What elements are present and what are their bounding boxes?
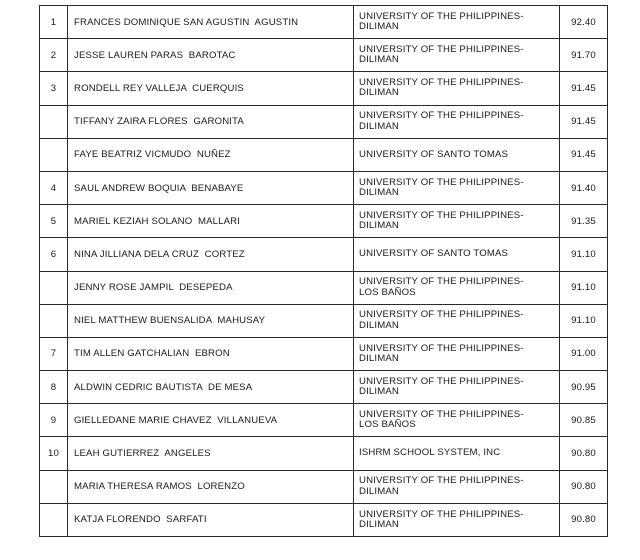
rank-cell: 3 — [40, 72, 68, 105]
rank-cell — [40, 138, 68, 171]
table-row — [40, 39, 608, 72]
rank-cell: 2 — [40, 39, 68, 72]
score-cell: 91.40 — [560, 171, 608, 204]
score-cell: 92.40 — [560, 6, 608, 39]
score-cell: 91.45 — [560, 105, 608, 138]
school-cell: UNIVERSITY OF SANTO TOMAS — [354, 138, 560, 171]
rank-cell: 8 — [40, 371, 68, 404]
school-cell: UNIVERSITY OF THE PHILIPPINES- DILIMAN — [354, 6, 560, 39]
rank-cell — [40, 470, 68, 503]
name-cell: MARIEL KEZIAH SOLANO MALLARI — [68, 205, 354, 238]
table-row — [40, 371, 608, 404]
school-cell: UNIVERSITY OF SANTO TOMAS — [354, 238, 560, 271]
name-cell: SAUL ANDREW BOQUIA BENABAYE — [68, 171, 354, 204]
rank-cell: 5 — [40, 205, 68, 238]
rank-cell: 9 — [40, 404, 68, 437]
table-row — [40, 337, 608, 370]
table-row — [40, 238, 608, 271]
score-cell: 90.85 — [560, 404, 608, 437]
score-cell: 90.80 — [560, 470, 608, 503]
table-row — [40, 271, 608, 304]
table-row — [40, 6, 608, 39]
score-cell: 91.10 — [560, 271, 608, 304]
name-cell: KATJA FLORENDO SARFATI — [68, 503, 354, 536]
table-row — [40, 171, 608, 204]
name-cell: JENNY ROSE JAMPIL DESEPEDA — [68, 271, 354, 304]
rank-cell — [40, 271, 68, 304]
results-table-body — [40, 6, 608, 537]
school-cell: UNIVERSITY OF THE PHILIPPINES- DILIMAN — [354, 470, 560, 503]
school-cell: UNIVERSITY OF THE PHILIPPINES- LOS BAÑOS — [354, 404, 560, 437]
name-cell: NIEL MATTHEW BUENSALIDA MAHUSAY — [68, 304, 354, 337]
score-cell: 91.45 — [560, 72, 608, 105]
score-cell: 90.95 — [560, 371, 608, 404]
name-cell: MARIA THERESA RAMOS LORENZO — [68, 470, 354, 503]
name-cell: ALDWIN CEDRIC BAUTISTA DE MESA — [68, 371, 354, 404]
rank-cell — [40, 304, 68, 337]
score-cell: 91.70 — [560, 39, 608, 72]
score-cell: 91.00 — [560, 337, 608, 370]
table-row — [40, 404, 608, 437]
school-cell: UNIVERSITY OF THE PHILIPPINES- DILIMAN — [354, 503, 560, 536]
rank-cell — [40, 105, 68, 138]
score-cell: 91.10 — [560, 304, 608, 337]
table-row — [40, 437, 608, 470]
score-cell: 90.80 — [560, 437, 608, 470]
name-cell: GIELLEDANE MARIE CHAVEZ VILLANUEVA — [68, 404, 354, 437]
rank-cell: 6 — [40, 238, 68, 271]
school-cell: UNIVERSITY OF THE PHILIPPINES- DILIMAN — [354, 371, 560, 404]
table-row — [40, 503, 608, 536]
rank-cell: 4 — [40, 171, 68, 204]
name-cell: JESSE LAUREN PARAS BAROTAC — [68, 39, 354, 72]
score-cell: 91.35 — [560, 205, 608, 238]
school-cell: UNIVERSITY OF THE PHILIPPINES- LOS BAÑOS — [354, 271, 560, 304]
school-cell: UNIVERSITY OF THE PHILIPPINES- DILIMAN — [354, 72, 560, 105]
rank-cell: 7 — [40, 337, 68, 370]
name-cell: NINA JILLIANA DELA CRUZ CORTEZ — [68, 238, 354, 271]
name-cell: RONDELL REY VALLEJA CUERQUIS — [68, 72, 354, 105]
table-row — [40, 304, 608, 337]
school-cell: UNIVERSITY OF THE PHILIPPINES- DILIMAN — [354, 337, 560, 370]
school-cell: UNIVERSITY OF THE PHILIPPINES- DILIMAN — [354, 39, 560, 72]
rank-cell: 1 — [40, 6, 68, 39]
school-cell: UNIVERSITY OF THE PHILIPPINES- DILIMAN — [354, 171, 560, 204]
score-cell: 90.80 — [560, 503, 608, 536]
score-cell: 91.10 — [560, 238, 608, 271]
table-row — [40, 72, 608, 105]
rank-cell — [40, 503, 68, 536]
school-cell: UNIVERSITY OF THE PHILIPPINES- DILIMAN — [354, 304, 560, 337]
table-row — [40, 470, 608, 503]
name-cell: FAYE BEATRIZ VICMUDO NUÑEZ — [68, 138, 354, 171]
rank-cell: 10 — [40, 437, 68, 470]
name-cell: TIM ALLEN GATCHALIAN EBRON — [68, 337, 354, 370]
school-cell: ISHRM SCHOOL SYSTEM, INC — [354, 437, 560, 470]
score-cell: 91.45 — [560, 138, 608, 171]
table-row — [40, 138, 608, 171]
school-cell: UNIVERSITY OF THE PHILIPPINES- DILIMAN — [354, 105, 560, 138]
table-row — [40, 105, 608, 138]
name-cell: FRANCES DOMINIQUE SAN AGUSTIN AGUSTIN — [68, 6, 354, 39]
name-cell: LEAH GUTIERREZ ANGELES — [68, 437, 354, 470]
results-table — [39, 5, 608, 537]
school-cell: UNIVERSITY OF THE PHILIPPINES- DILIMAN — [354, 205, 560, 238]
table-row — [40, 205, 608, 238]
name-cell: TIFFANY ZAIRA FLORES GARONITA — [68, 105, 354, 138]
